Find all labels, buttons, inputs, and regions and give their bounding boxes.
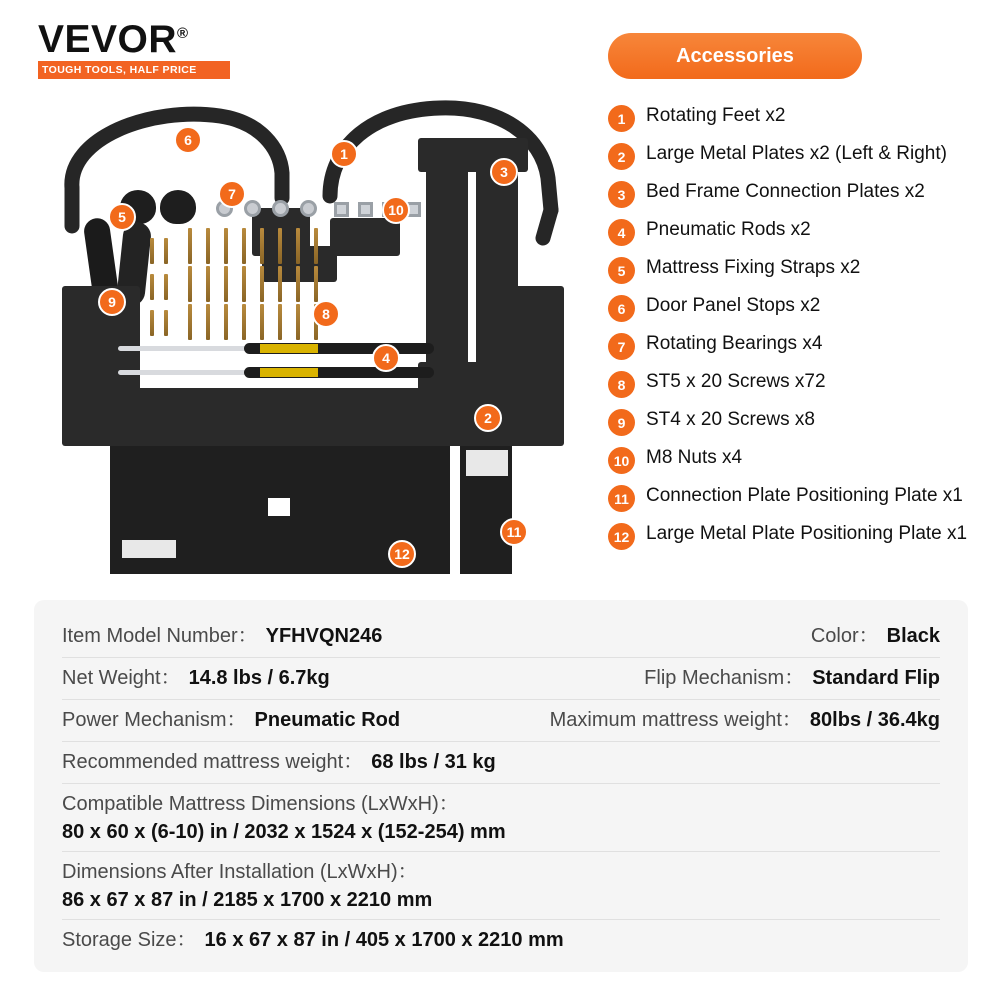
accessory-label: M8 Nuts x4 bbox=[646, 447, 743, 468]
spec-value: Black bbox=[886, 625, 940, 647]
accessory-number: 10 bbox=[608, 447, 635, 474]
spec-key: Recommended mattress weight： bbox=[62, 751, 364, 773]
badge-1: 1 bbox=[330, 140, 358, 168]
badge-3: 3 bbox=[490, 158, 518, 186]
list-item bbox=[608, 370, 988, 398]
list-item bbox=[608, 180, 988, 208]
accessories-list bbox=[608, 104, 988, 560]
accessory-label: ST4 x 20 Screws x8 bbox=[646, 409, 815, 430]
spec-value: 68 lbs / 31 kg bbox=[371, 751, 496, 773]
accessory-label: Bed Frame Connection Plates x2 bbox=[646, 181, 925, 202]
spec-key: Compatible Mattress Dimensions (LxWxH)： bbox=[62, 793, 459, 815]
spec-value: 80lbs / 36.4kg bbox=[809, 709, 940, 731]
badge-12: 12 bbox=[388, 540, 416, 568]
spec-flip-mechanism bbox=[644, 665, 940, 691]
spec-power-mechanism bbox=[62, 707, 400, 733]
spec-key: Color： bbox=[810, 625, 879, 647]
connection-plate-sticker bbox=[466, 450, 508, 476]
accessory-number: 6 bbox=[608, 295, 635, 322]
accessory-number: 7 bbox=[608, 333, 635, 360]
large-metal-plate-bridge bbox=[108, 388, 528, 446]
accessory-number: 12 bbox=[608, 523, 635, 550]
spec-value: YFHVQN246 bbox=[265, 625, 383, 647]
spec-value: 14.8 lbs / 6.7kg bbox=[188, 667, 330, 689]
positioning-plate-sticker bbox=[122, 540, 176, 558]
brand-name: VEVOR® bbox=[38, 18, 189, 61]
spec-value: 86 x 67 x 87 in / 2185 x 1700 x 2210 mm bbox=[62, 889, 433, 911]
spec-storage-size bbox=[62, 927, 564, 953]
spec-key: Item Model Number： bbox=[62, 625, 258, 647]
badge-4: 4 bbox=[372, 344, 400, 372]
accessory-number: 4 bbox=[608, 219, 635, 246]
table-row bbox=[62, 920, 940, 961]
spec-key: Flip Mechanism： bbox=[644, 667, 805, 689]
badge-11: 11 bbox=[500, 518, 528, 546]
badge-9: 9 bbox=[98, 288, 126, 316]
list-item bbox=[608, 332, 988, 360]
registered-mark: ® bbox=[177, 25, 189, 42]
list-item bbox=[608, 104, 988, 132]
accessory-label: Mattress Fixing Straps x2 bbox=[646, 257, 861, 278]
badge-7: 7 bbox=[218, 180, 246, 208]
accessory-label: Rotating Bearings x4 bbox=[646, 333, 823, 354]
list-item bbox=[608, 294, 988, 322]
spec-key: Dimensions After Installation (LxWxH)： bbox=[62, 861, 418, 883]
door-panel-stop-b bbox=[160, 190, 196, 224]
positioning-plate-marker bbox=[268, 498, 290, 516]
badge-6: 6 bbox=[174, 126, 202, 154]
accessory-label: Connection Plate Positioning Plate x1 bbox=[646, 485, 963, 506]
accessory-label: ST5 x 20 Screws x72 bbox=[646, 371, 826, 392]
specification-table bbox=[34, 600, 968, 972]
list-item bbox=[608, 408, 988, 436]
spec-key: Power Mechanism： bbox=[62, 709, 247, 731]
table-row bbox=[62, 658, 940, 700]
rod-label-upper bbox=[260, 344, 318, 353]
rotating-foot-right bbox=[330, 218, 400, 256]
table-row bbox=[62, 742, 940, 784]
brand-logo bbox=[38, 14, 234, 76]
accessory-label: Pneumatic Rods x2 bbox=[646, 219, 811, 240]
accessory-label: Large Metal Plates x2 (Left & Right) bbox=[646, 143, 947, 164]
rod-label-lower bbox=[260, 368, 318, 377]
accessories-header: Accessories bbox=[608, 33, 862, 79]
table-row bbox=[62, 784, 940, 852]
badge-10: 10 bbox=[382, 196, 410, 224]
spec-net-weight bbox=[62, 665, 330, 691]
spec-key: Storage Size： bbox=[62, 929, 197, 951]
table-row bbox=[62, 852, 940, 920]
accessory-label: Large Metal Plate Positioning Plate x1 bbox=[646, 523, 968, 544]
list-item bbox=[608, 142, 988, 170]
accessory-number: 3 bbox=[608, 181, 635, 208]
spec-value: 16 x 67 x 87 in / 405 x 1700 x 2210 mm bbox=[204, 929, 564, 951]
accessory-number: 11 bbox=[608, 485, 635, 512]
spec-color bbox=[811, 623, 940, 649]
accessory-number: 1 bbox=[608, 105, 635, 132]
list-item bbox=[608, 218, 988, 246]
bed-frame-connection-plate-left bbox=[426, 138, 468, 396]
plate-left-top-tab bbox=[418, 138, 476, 172]
list-item bbox=[608, 484, 988, 512]
badge-5: 5 bbox=[108, 203, 136, 231]
badge-2: 2 bbox=[474, 404, 502, 432]
parts-illustration bbox=[30, 78, 600, 598]
spec-value: Pneumatic Rod bbox=[254, 709, 401, 731]
list-item bbox=[608, 522, 988, 550]
accessory-number: 5 bbox=[608, 257, 635, 284]
spec-model bbox=[62, 623, 382, 649]
spec-recommended-mattress-weight bbox=[62, 749, 496, 775]
accessory-number: 9 bbox=[608, 409, 635, 436]
table-row bbox=[62, 700, 940, 742]
spec-value: 80 x 60 x (6-10) in / 2032 x 1524 x (152-254) mm bbox=[62, 821, 506, 843]
brand-tagline: TOUGH TOOLS, HALF PRICE bbox=[38, 61, 230, 79]
accessory-number: 2 bbox=[608, 143, 635, 170]
accessory-number: 8 bbox=[608, 371, 635, 398]
accessory-label: Rotating Feet x2 bbox=[646, 105, 786, 126]
list-item bbox=[608, 446, 988, 474]
table-row bbox=[62, 616, 940, 658]
spec-key: Net Weight： bbox=[62, 667, 181, 689]
badge-8: 8 bbox=[312, 300, 340, 328]
accessory-label: Door Panel Stops x2 bbox=[646, 295, 821, 316]
spec-key: Maximum mattress weight： bbox=[549, 709, 802, 731]
spec-value: Standard Flip bbox=[812, 667, 940, 689]
list-item bbox=[608, 256, 988, 284]
spec-max-mattress-weight bbox=[550, 707, 940, 733]
